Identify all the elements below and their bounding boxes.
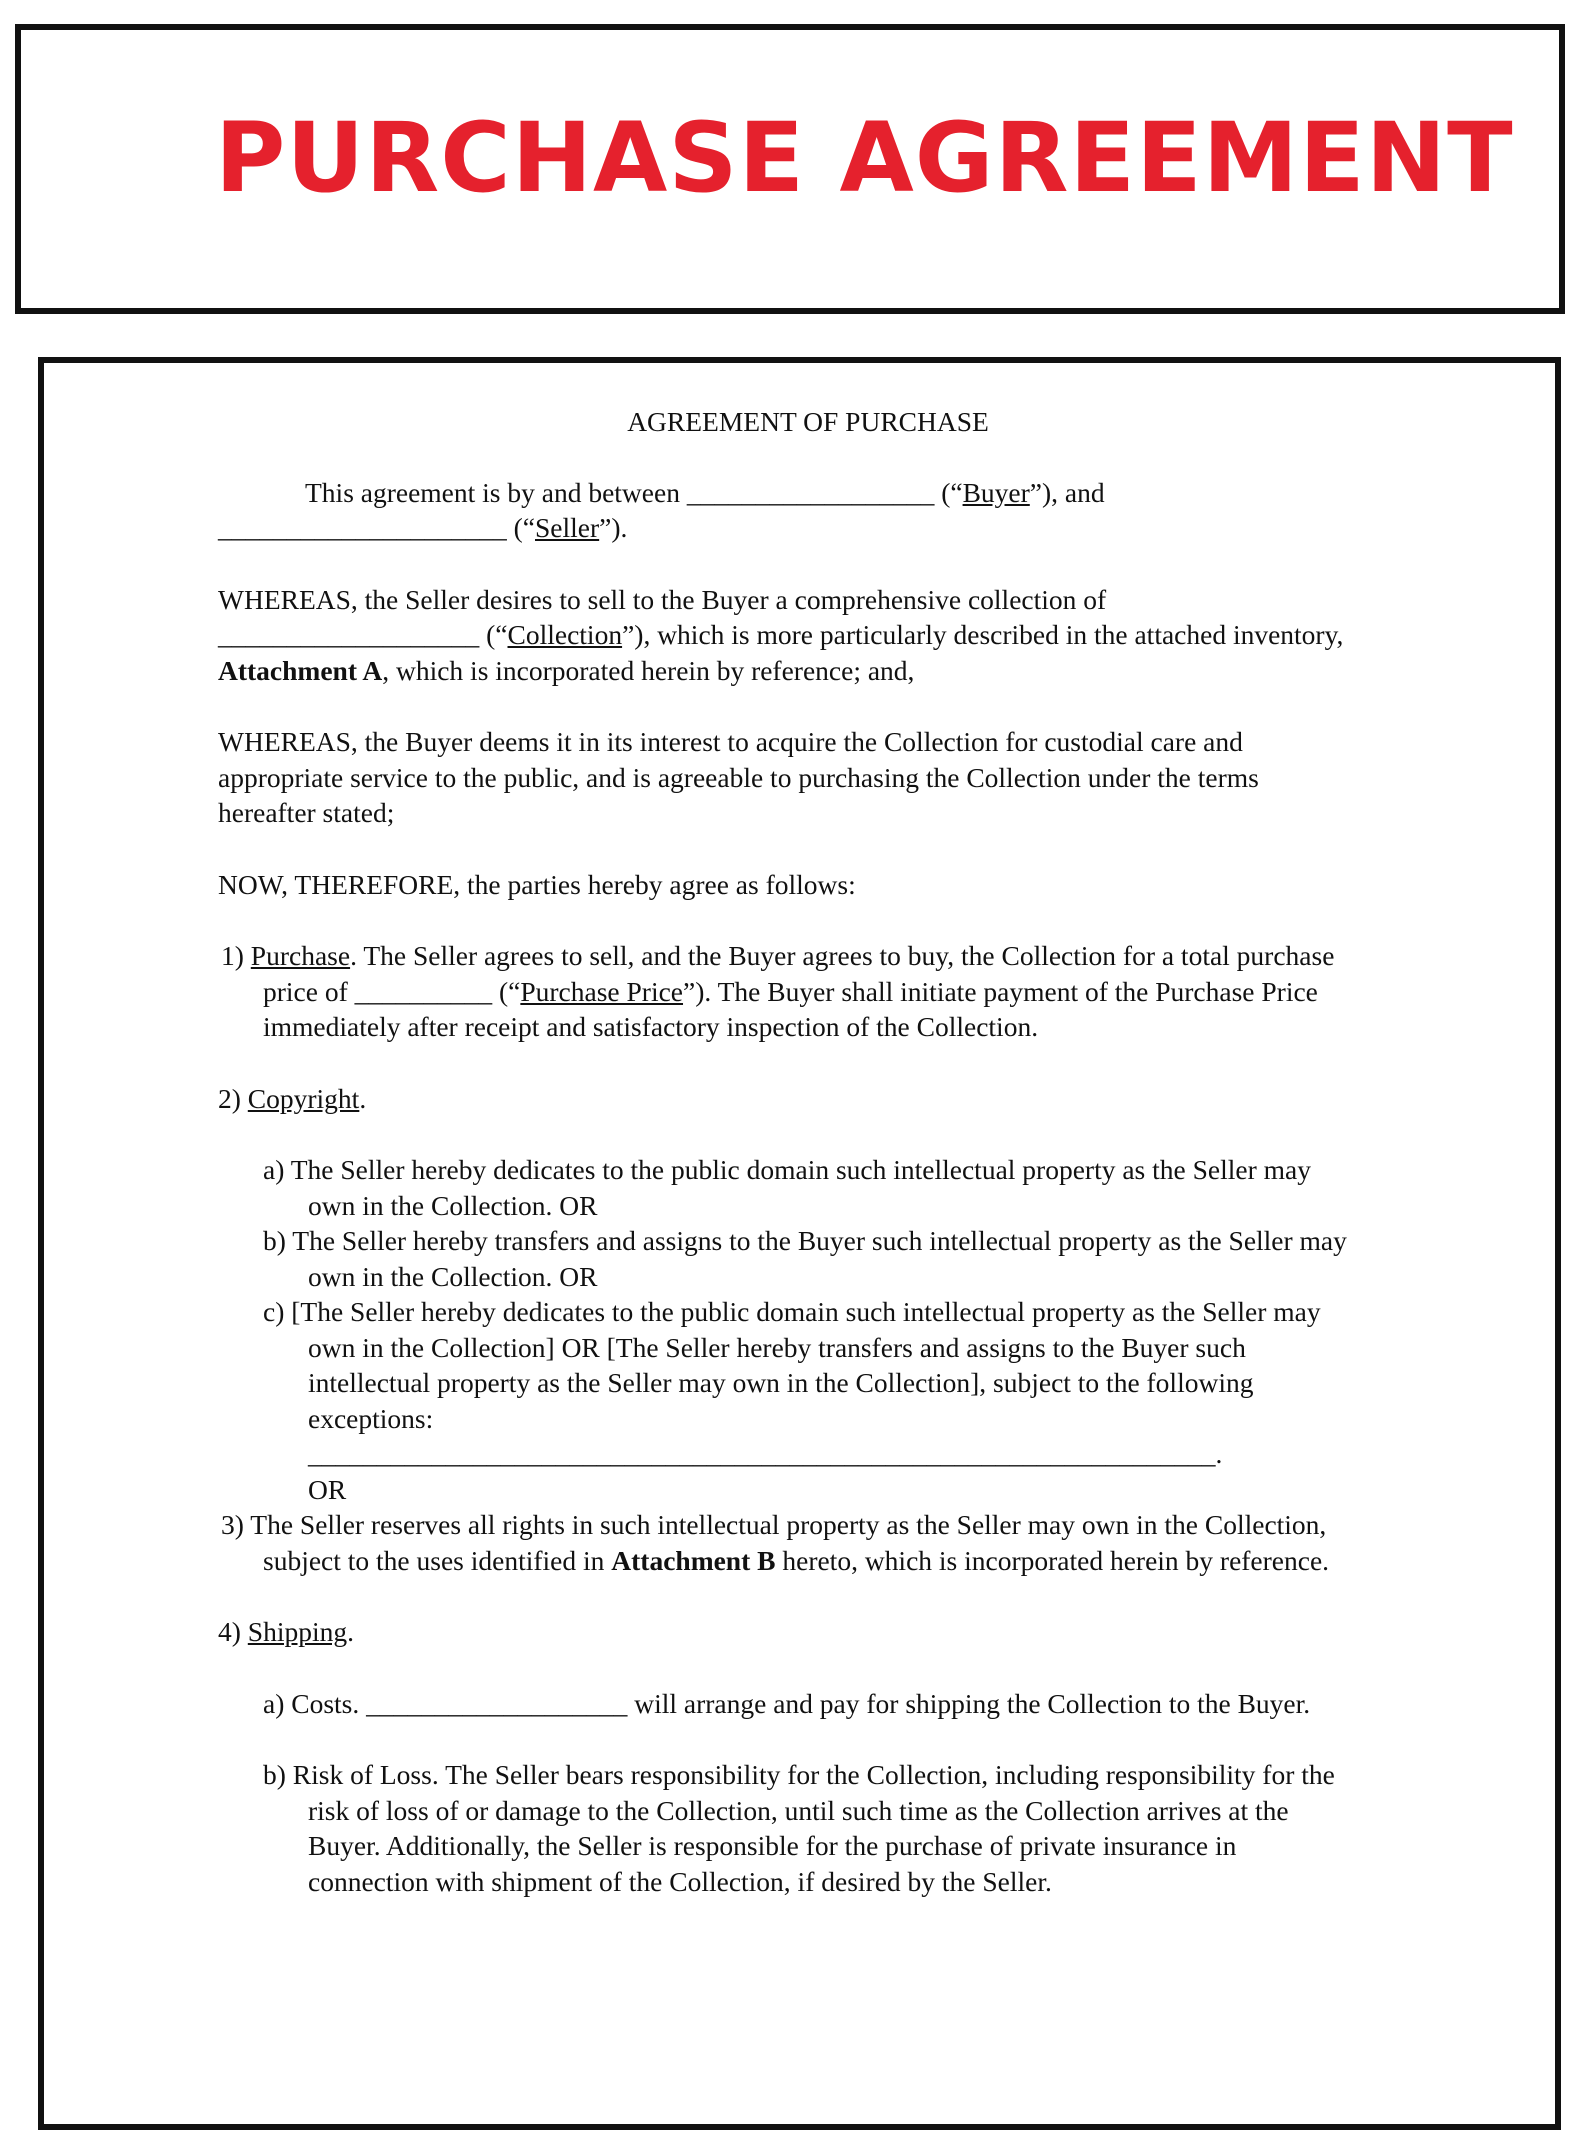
copyright-option-c: c) [The Seller hereby dedicates to the public domain such intellectual property as the Seller may own in the Collection] OR [The Seller hereby transfers and assigns to the Buyer such intellectual property as the Seller may own in the Collection], subject to the following exceptions: — [263, 1296, 1321, 1434]
page-title: PURCHASE AGREEMENT — [215, 102, 1514, 214]
copyright-option-a: a) The Seller hereby dedicates to the public domain such intellectual property as the Seller may own in the Collection. OR — [263, 1154, 1311, 1221]
section-4-title: Shipping — [247, 1616, 348, 1647]
copyright-option-b: b) The Seller hereby transfers and assigns to the Buyer such intellectual property as the Seller may own in the Collection. OR — [263, 1225, 1347, 1292]
document-heading: AGREEMENT OF PURCHASE — [627, 406, 989, 437]
buyer-term: Buyer — [962, 476, 1030, 508]
shipping-risk-of-loss: b) Risk of Loss. The Seller bears responsibility for the Collection, including responsibility for the risk of loss of or damage to the Collection, until such time as the Collection arrives at the Buyer. Additionally, the Seller is responsible for the purchase of private insurance in connection with shipment of the Collection, if desired by the Seller. — [263, 1759, 1335, 1897]
section-4-shipping: 4) Shipping. — [218, 1616, 354, 1647]
now-therefore-paragraph: NOW, THEREFORE, the parties hereby agree as follows: — [218, 868, 856, 900]
attachment-b-ref: Attachment B — [611, 1544, 776, 1576]
collection-term: Collection — [507, 619, 623, 650]
attachment-a-ref: Attachment A — [218, 654, 383, 686]
document-body — [218, 404, 1348, 1899]
purchase-price-term: Purchase Price — [520, 975, 684, 1007]
section-1-purchase: 1) Purchase. The Seller agrees to sell, and the Buyer agrees to buy, the Collection for a total purchase price of __________ (“Purchase Price”). The Buyer shall initiate payment of the Purchase Price immediately after receipt and satisfactory inspection of the Collection. — [221, 940, 1335, 1042]
whereas-paragraph-2: WHEREAS, the Buyer deems it in its interest to acquire the Collection for custodial care and appropriate service to the public, and is agreeable to purchasing the Collection under the terms hereafter stated; — [218, 726, 1259, 828]
seller-term: Seller — [535, 512, 600, 543]
section-2-copyright: 2) Copyright. — [218, 1082, 367, 1114]
section-3-reserved-rights: 3) The Seller reserves all rights in such intellectual property as the Seller may own in the Collection, subject to the uses identified in Attachment B hereto, which is incorporated herein by reference. — [221, 1509, 1330, 1576]
section-1-title: Purchase — [250, 940, 351, 971]
shipping-costs: a) Costs. ___________________ will arrange and pay for shipping the Collection to the Buyer. — [263, 1687, 1311, 1719]
section-2-title: Copyright — [247, 1082, 360, 1114]
copyright-or: OR — [308, 1473, 347, 1505]
exceptions-blank-line: __________________________________________________________________. — [308, 1438, 1223, 1469]
intro-paragraph: This agreement is by and between __________________ (“Buyer”), and _____________________ (“Seller”). — [218, 476, 1105, 543]
whereas-paragraph-1: WHEREAS, the Seller desires to sell to the Buyer a comprehensive collection of ___________________ (“Collection”), which is more particularly described in the attached inventory, Attachment A, which is incorporated herein by reference; and, — [218, 583, 1344, 686]
